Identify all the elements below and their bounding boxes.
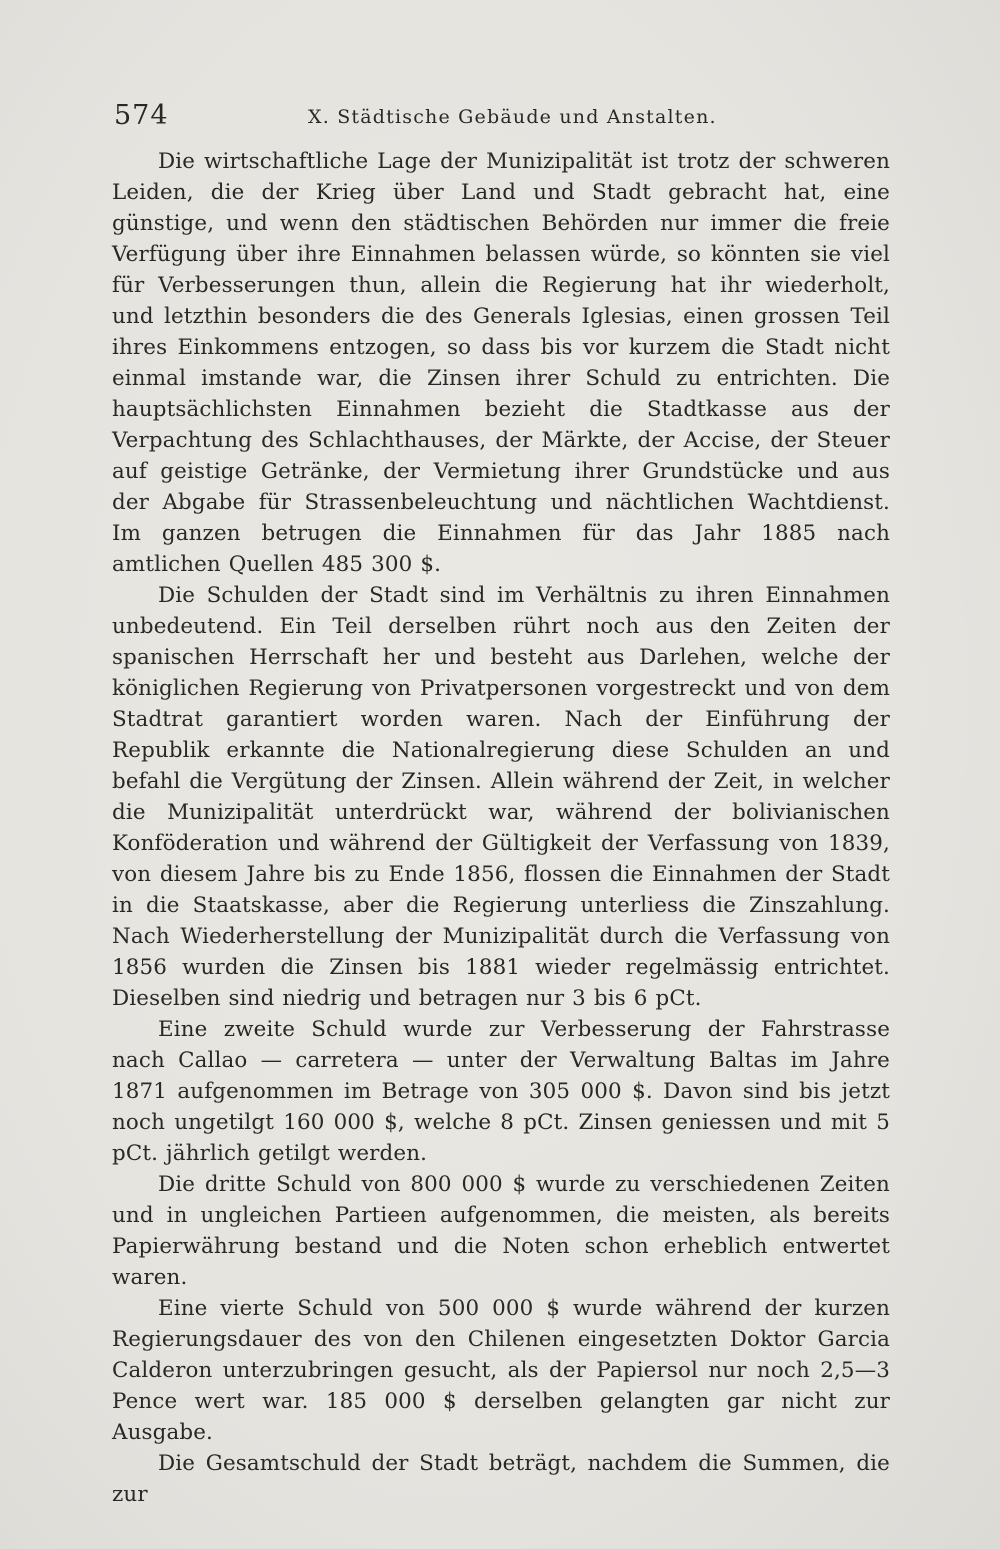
paragraph: Eine vierte Schuld von 500 000 $ wurde während der kurzen Regierungsdauer des von den Chilenen eingesetzten Doktor Garcia Calderon unterzubringen gesucht, als der Papiersol nur noch 2,5—3 Pence wert war. 185 000 $ derselben gelangten gar nicht zur Ausgabe.: [112, 1296, 890, 1445]
running-title: X. Städtische Gebäude und Anstalten.: [308, 106, 717, 128]
paragraph: Die Schulden der Stadt sind im Verhältnis zu ihren Einnahmen unbedeutend. Ein Teil derselben rührt noch aus den Zeiten der spanischen Herrschaft her und besteht aus Darlehen, welche der königlichen Regierung von Privatpersonen vorgestreckt und von dem Stadtrat garantiert worden waren. Nach der Einführung der Republik erkannte die Nationalregierung diese Schulden an und befahl die Vergütung der Zinsen. Allein während der Zeit, in welcher die Munizipalität unterdrückt war, während der bolivianischen Konföderation und während der Gültigkeit der Verfassung von 1839, von diesem Jahre bis zu Ende 1856, flossen die Einnahmen der Stadt in die Staatskasse, aber die Regierung unterliess die Zinszahlung. Nach Wiederherstellung der Munizipalität durch die Verfassung von 1856 wurden die Zinsen bis 1881 wieder regelmässig entrichtet. Dieselben sind niedrig und betragen nur 3 bis 6 pCt.: [112, 583, 890, 1011]
body-text: [112, 146, 890, 1510]
page-header: [112, 98, 890, 134]
paragraph: Die Gesamtschuld der Stadt beträgt, nachdem die Summen, die zur: [112, 1451, 890, 1507]
paragraph: Eine zweite Schuld wurde zur Verbesserung der Fahrstrasse nach Callao — carretera — unter der Verwaltung Baltas im Jahre 1871 aufgenommen im Betrage von 305 000 $. Davon sind bis jetzt noch ungetilgt 160 000 $, welche 8 pCt. Zinsen geniessen und mit 5 pCt. jährlich getilgt werden.: [112, 1017, 890, 1166]
paragraph: Die wirtschaftliche Lage der Munizipalität ist trotz der schweren Leiden, die der Krieg über Land und Stadt gebracht hat, eine günstige, und wenn den städtischen Behörden nur immer die freie Verfügung über ihre Einnahmen belassen würde, so könnten sie viel für Verbesserungen thun, allein die Regierung hat ihr wiederholt, und letzthin besonders die des Generals Iglesias, einen grossen Teil ihres Einkommens entzogen, so dass bis vor kurzem die Stadt nicht einmal imstande war, die Zinsen ihrer Schuld zu entrichten. Die hauptsächlichsten Einnahmen bezieht die Stadtkasse aus der Verpachtung des Schlachthauses, der Märkte, der Accise, der Steuer auf geistige Getränke, der Vermietung ihrer Grundstücke und aus der Abgabe für Strassenbeleuchtung und nächtlichen Wachtdienst. Im ganzen betrugen die Einnahmen für das Jahr 1885 nach amtlichen Quellen 485 300 $.: [112, 149, 890, 577]
page-number: 574: [114, 100, 169, 131]
paragraph: Die dritte Schuld von 800 000 $ wurde zu verschiedenen Zeiten und in ungleichen Partieen aufgenommen, die meisten, als bereits Papierwährung bestand und die Noten schon erheblich entwertet waren.: [112, 1172, 890, 1290]
